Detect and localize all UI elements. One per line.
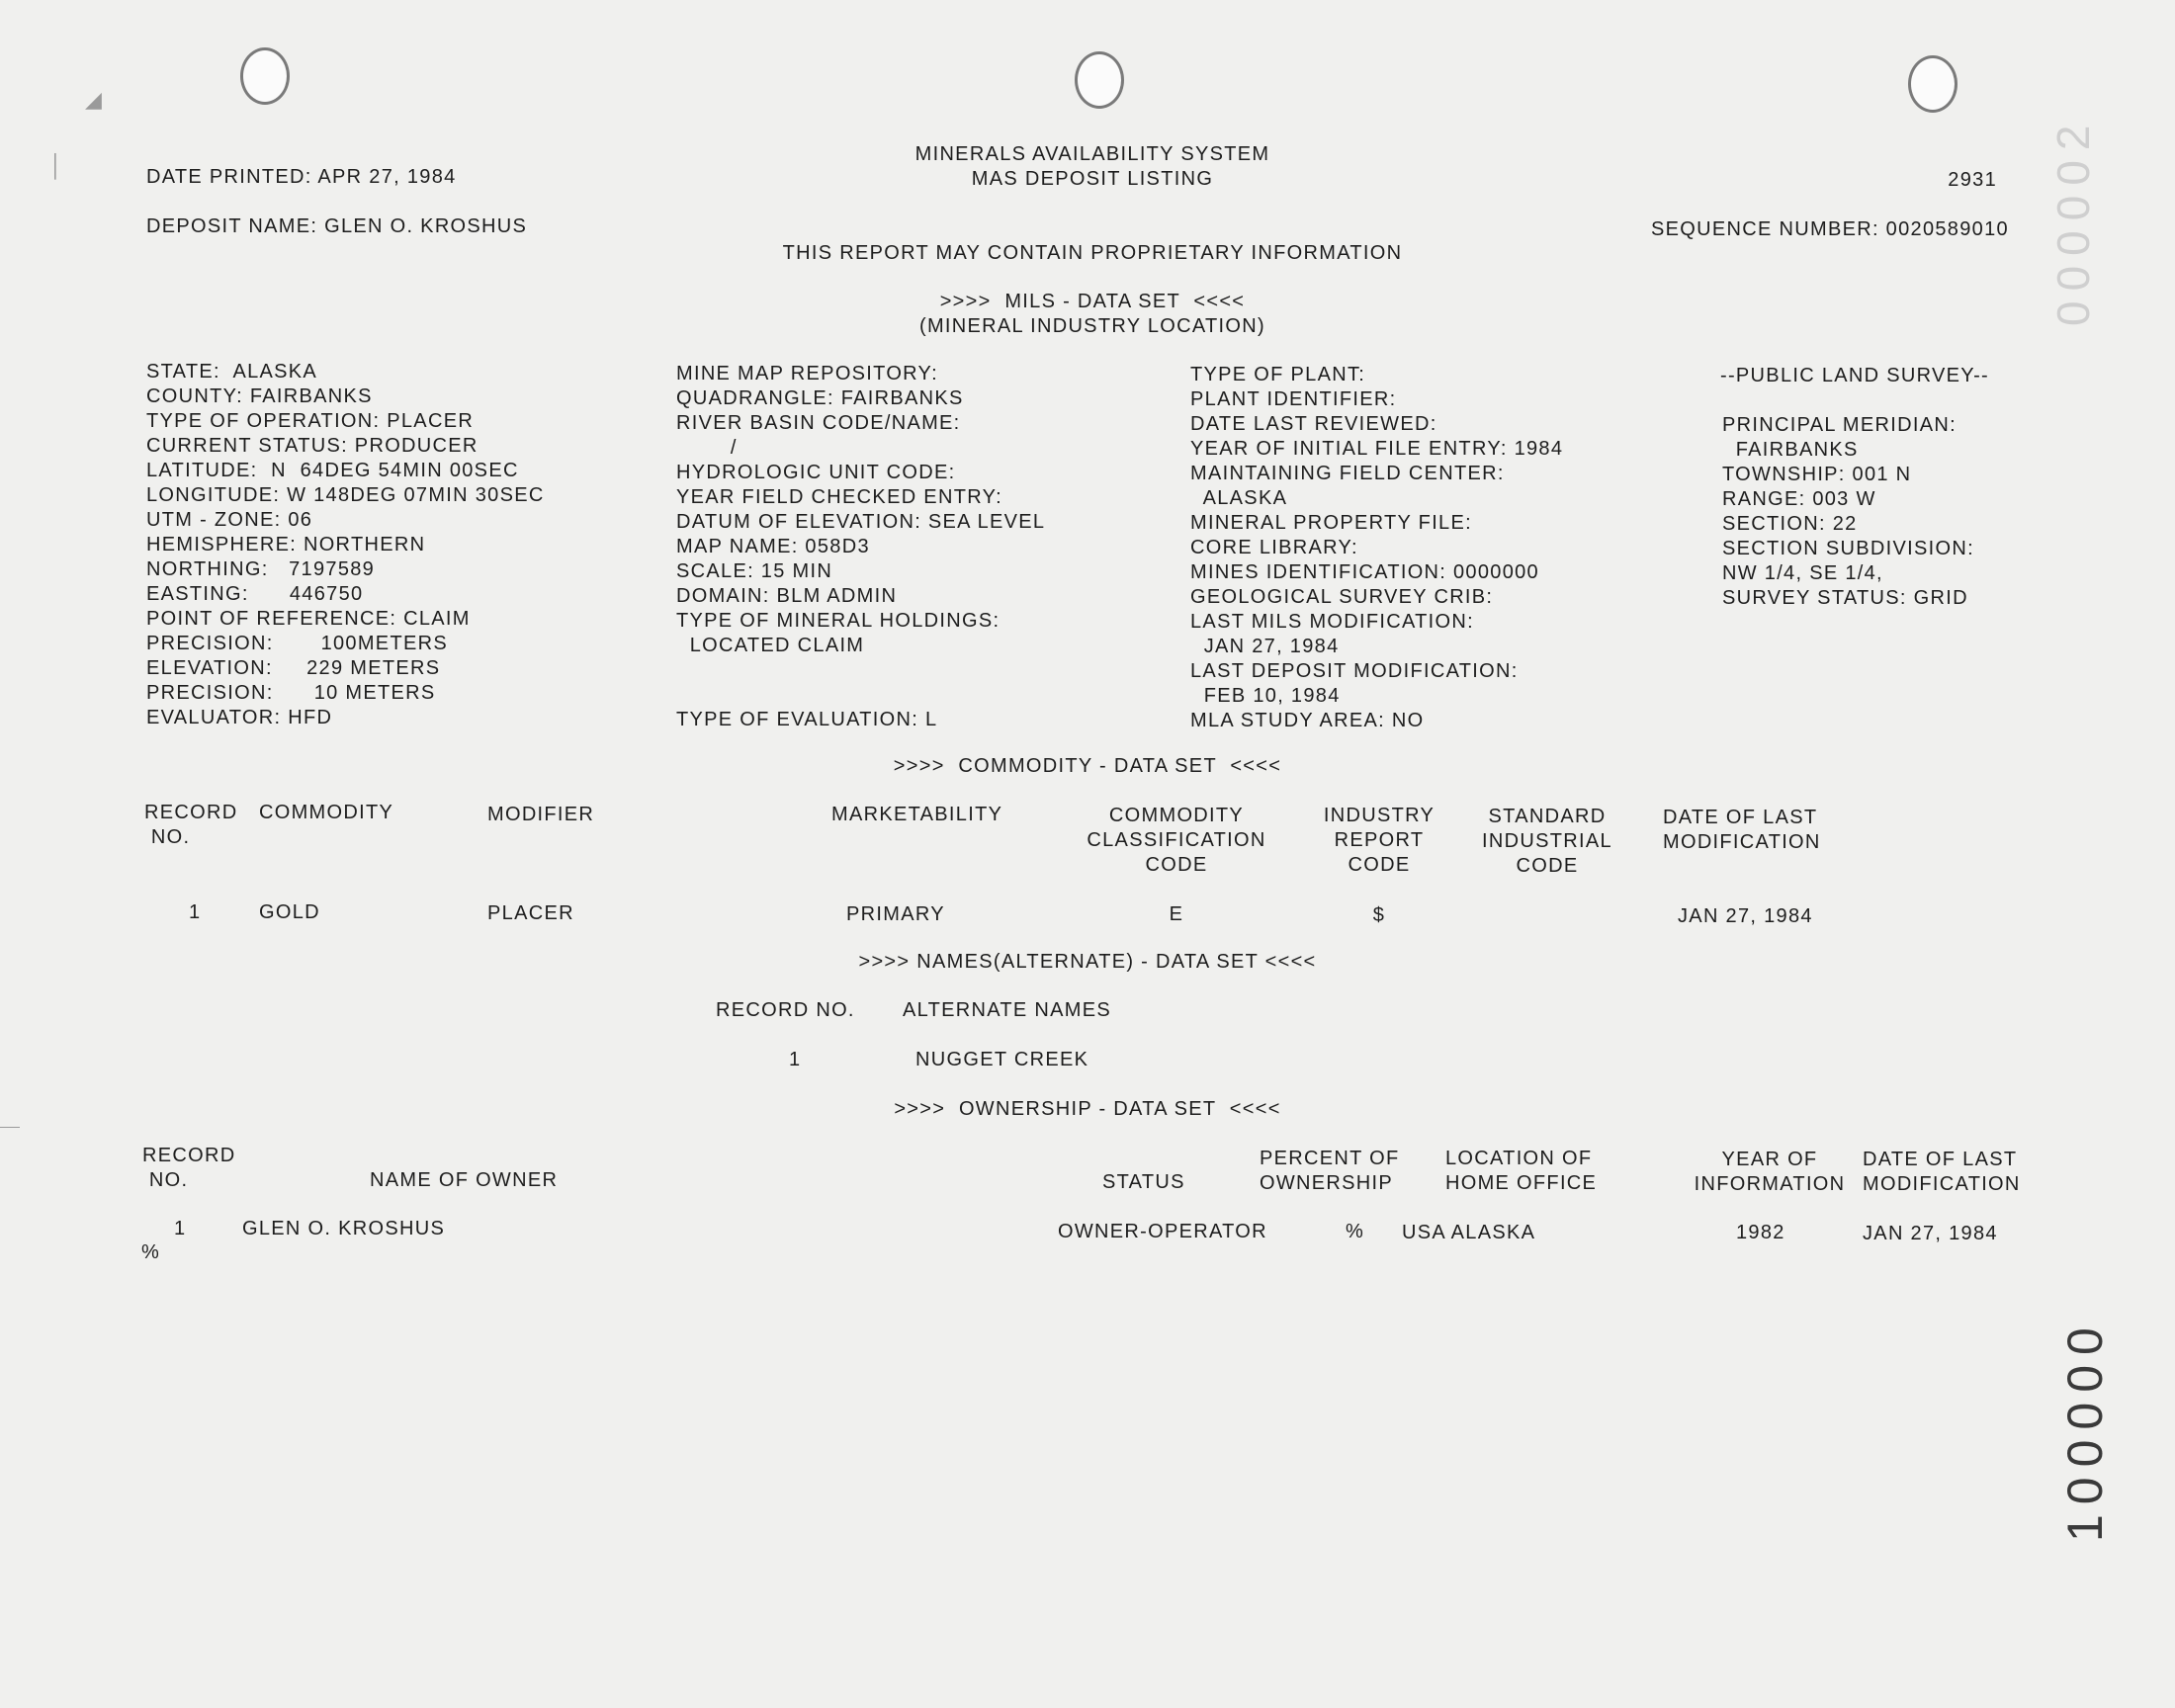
ownership-row-year: 1982 [1736, 1222, 1785, 1243]
field-line: CURRENT STATUS: PRODUCER [146, 435, 478, 457]
system-title: MINERALS AVAILABILITY SYSTEM [914, 143, 1270, 165]
field-line: JAN 27, 1984 [1190, 636, 1340, 657]
field-line: LAST MILS MODIFICATION: [1190, 611, 1474, 633]
field-line: LONGITUDE: W 148DEG 07MIN 30SEC [146, 484, 545, 506]
field-line: NORTHING: 7197589 [146, 558, 376, 580]
field-line: / [676, 437, 738, 459]
field-line: LATITUDE: N 64DEG 54MIN 00SEC [146, 460, 519, 481]
pencil-mark: ◢ [85, 87, 102, 112]
field-line: LOCATED CLAIM [676, 635, 865, 656]
commodity-header-record-no: RECORD NO. [144, 802, 238, 848]
ownership-row-percent: % [1346, 1221, 1365, 1242]
field-line: EVALUATOR: HFD [146, 707, 333, 728]
commodity-row-date: JAN 27, 1984 [1678, 905, 1813, 927]
field-line: QUADRANGLE: FAIRBANKS [676, 387, 964, 409]
ownership-row-name: GLEN O. KROSHUS [242, 1218, 446, 1239]
ownership-header-record-no: RECORD NO. [142, 1145, 236, 1191]
field-line: HEMISPHERE: NORTHERN [146, 534, 426, 555]
ownership-row-status: OWNER-OPERATOR [1058, 1221, 1267, 1242]
field-line: YEAR OF INITIAL FILE ENTRY: 1984 [1190, 438, 1564, 460]
ownership-header-name: NAME OF OWNER [370, 1169, 559, 1191]
field-line: PRECISION: 10 METERS [146, 682, 436, 704]
names-header-record-no: RECORD NO. [716, 999, 855, 1021]
ownership-header-year: YEAR OF INFORMATION [1694, 1149, 1846, 1195]
mils-subheading: (MINERAL INDUSTRY LOCATION) [919, 315, 1265, 337]
page-stamp-number: 100000 [2057, 1318, 2113, 1542]
field-line: SECTION SUBDIVISION: [1722, 538, 1974, 559]
field-line: DOMAIN: BLM ADMIN [676, 585, 898, 607]
commodity-header-standard: STANDARD INDUSTRIAL CODE [1482, 806, 1612, 877]
staple-mark: │ [49, 153, 63, 178]
field-line: PRECISION: 100METERS [146, 633, 448, 654]
field-line: TYPE OF MINERAL HOLDINGS: [676, 610, 1000, 632]
field-line: NW 1/4, SE 1/4, [1722, 562, 1883, 584]
field-line: RANGE: 003 W [1722, 488, 1876, 510]
field-line: PLANT IDENTIFIER: [1190, 388, 1397, 410]
field-line: POINT OF REFERENCE: CLAIM [146, 608, 471, 630]
binder-hole-center [1075, 51, 1124, 109]
page-number: 2931 [1948, 169, 1997, 191]
ownership-row-record-no: 1 [174, 1218, 187, 1239]
field-line: MLA STUDY AREA: NO [1190, 710, 1425, 731]
field-line: ELEVATION: 229 METERS [146, 657, 441, 679]
commodity-row-classification: E [1169, 903, 1184, 925]
field-line: MAINTAINING FIELD CENTER: [1190, 463, 1505, 484]
commodity-header-classification: COMMODITY CLASSIFICATION CODE [1087, 805, 1266, 876]
public-land-survey [1722, 413, 1974, 611]
field-line: TYPE OF EVALUATION: L [676, 709, 938, 730]
names-header-alternate: ALTERNATE NAMES [903, 999, 1112, 1021]
field-line: TYPE OF OPERATION: PLACER [146, 410, 475, 432]
commodity-row-record-no: 1 [189, 901, 202, 923]
commodity-header-modifier: MODIFIER [487, 804, 595, 825]
commodity-header-marketability: MARKETABILITY [831, 804, 1003, 825]
fold-line [0, 1127, 20, 1128]
field-line: TYPE OF PLANT: [1190, 364, 1366, 385]
field-line: MINE MAP REPOSITORY: [676, 363, 938, 384]
field-line: EASTING: 446750 [146, 583, 364, 605]
date-printed: DATE PRINTED: APR 27, 1984 [146, 166, 457, 188]
field-line: GEOLOGICAL SURVEY CRIB: [1190, 586, 1494, 608]
names-row-name: NUGGET CREEK [915, 1049, 1089, 1070]
commodity-row-commodity: GOLD [259, 901, 320, 923]
ownership-row-location: USA ALASKA [1402, 1222, 1536, 1243]
field-line: MAP NAME: 058D3 [676, 536, 870, 557]
ownership-header-date: DATE OF LAST MODIFICATION [1863, 1149, 2021, 1195]
commodity-row-marketability: PRIMARY [846, 903, 945, 925]
field-line: YEAR FIELD CHECKED ENTRY: [676, 486, 1002, 508]
commodity-header-industry: INDUSTRY REPORT CODE [1323, 805, 1436, 876]
proprietary-notice: THIS REPORT MAY CONTAIN PROPRIETARY INFORMATION [782, 242, 1403, 264]
ownership-header-status: STATUS [1102, 1171, 1185, 1193]
field-line: ALASKA [1190, 487, 1288, 509]
binder-hole-right [1908, 55, 1958, 113]
field-line: UTM - ZONE: 06 [146, 509, 313, 531]
commodity-header-commodity: COMMODITY [259, 802, 394, 823]
mils-column-2 [676, 362, 1045, 732]
commodity-header-date: DATE OF LAST MODIFICATION [1663, 807, 1821, 853]
field-line: FEB 10, 1984 [1190, 685, 1341, 707]
field-line: FAIRBANKS [1722, 439, 1859, 461]
names-heading: >>>> NAMES(ALTERNATE) - DATA SET <<<< [858, 951, 1317, 973]
field-line [676, 658, 1045, 683]
sequence-number: SEQUENCE NUMBER: 0020589010 [1651, 218, 2009, 240]
ownership-heading: >>>> OWNERSHIP - DATA SET <<<< [894, 1098, 1281, 1120]
field-line: TOWNSHIP: 001 N [1722, 464, 1912, 485]
field-line: MINERAL PROPERTY FILE: [1190, 512, 1472, 534]
field-line: DATUM OF ELEVATION: SEA LEVEL [676, 511, 1046, 533]
field-line: HYDROLOGIC UNIT CODE: [676, 462, 956, 483]
mils-heading: >>>> MILS - DATA SET <<<< [939, 291, 1246, 312]
field-line: DATE LAST REVIEWED: [1190, 413, 1437, 435]
mils-column-3 [1190, 363, 1563, 733]
page-stamp-ghost: 000002 [2047, 115, 2099, 326]
field-line: PRINCIPAL MERIDIAN: [1722, 414, 1957, 436]
field-line: CORE LIBRARY: [1190, 537, 1358, 558]
field-line: RIVER BASIN CODE/NAME: [676, 412, 961, 434]
commodity-row-industry: $ [1372, 904, 1386, 926]
mils-column-1 [146, 360, 545, 730]
field-line: MINES IDENTIFICATION: 0000000 [1190, 561, 1539, 583]
listing-title: MAS DEPOSIT LISTING [971, 168, 1214, 190]
field-line: SURVEY STATUS: GRID [1722, 587, 1968, 609]
ownership-header-percent: PERCENT OF OWNERSHIP [1260, 1148, 1400, 1194]
field-line: SCALE: 15 MIN [676, 560, 833, 582]
ownership-row-date: JAN 27, 1984 [1863, 1223, 1998, 1244]
field-line: LAST DEPOSIT MODIFICATION: [1190, 660, 1519, 682]
commodity-heading: >>>> COMMODITY - DATA SET <<<< [893, 755, 1282, 777]
binder-hole-left [240, 47, 290, 105]
field-line: SECTION: 22 [1722, 513, 1858, 535]
field-line: COUNTY: FAIRBANKS [146, 385, 373, 407]
public-land-survey-heading: --PUBLIC LAND SURVEY-- [1720, 365, 1989, 386]
field-line: STATE: ALASKA [146, 361, 318, 383]
ownership-header-location: LOCATION OF HOME OFFICE [1445, 1148, 1598, 1194]
commodity-row-modifier: PLACER [487, 902, 574, 924]
deposit-name: DEPOSIT NAME: GLEN O. KROSHUS [146, 215, 528, 237]
names-row-record-no: 1 [789, 1049, 802, 1070]
field-line [676, 683, 1045, 708]
ownership-trailer: % [141, 1241, 161, 1263]
